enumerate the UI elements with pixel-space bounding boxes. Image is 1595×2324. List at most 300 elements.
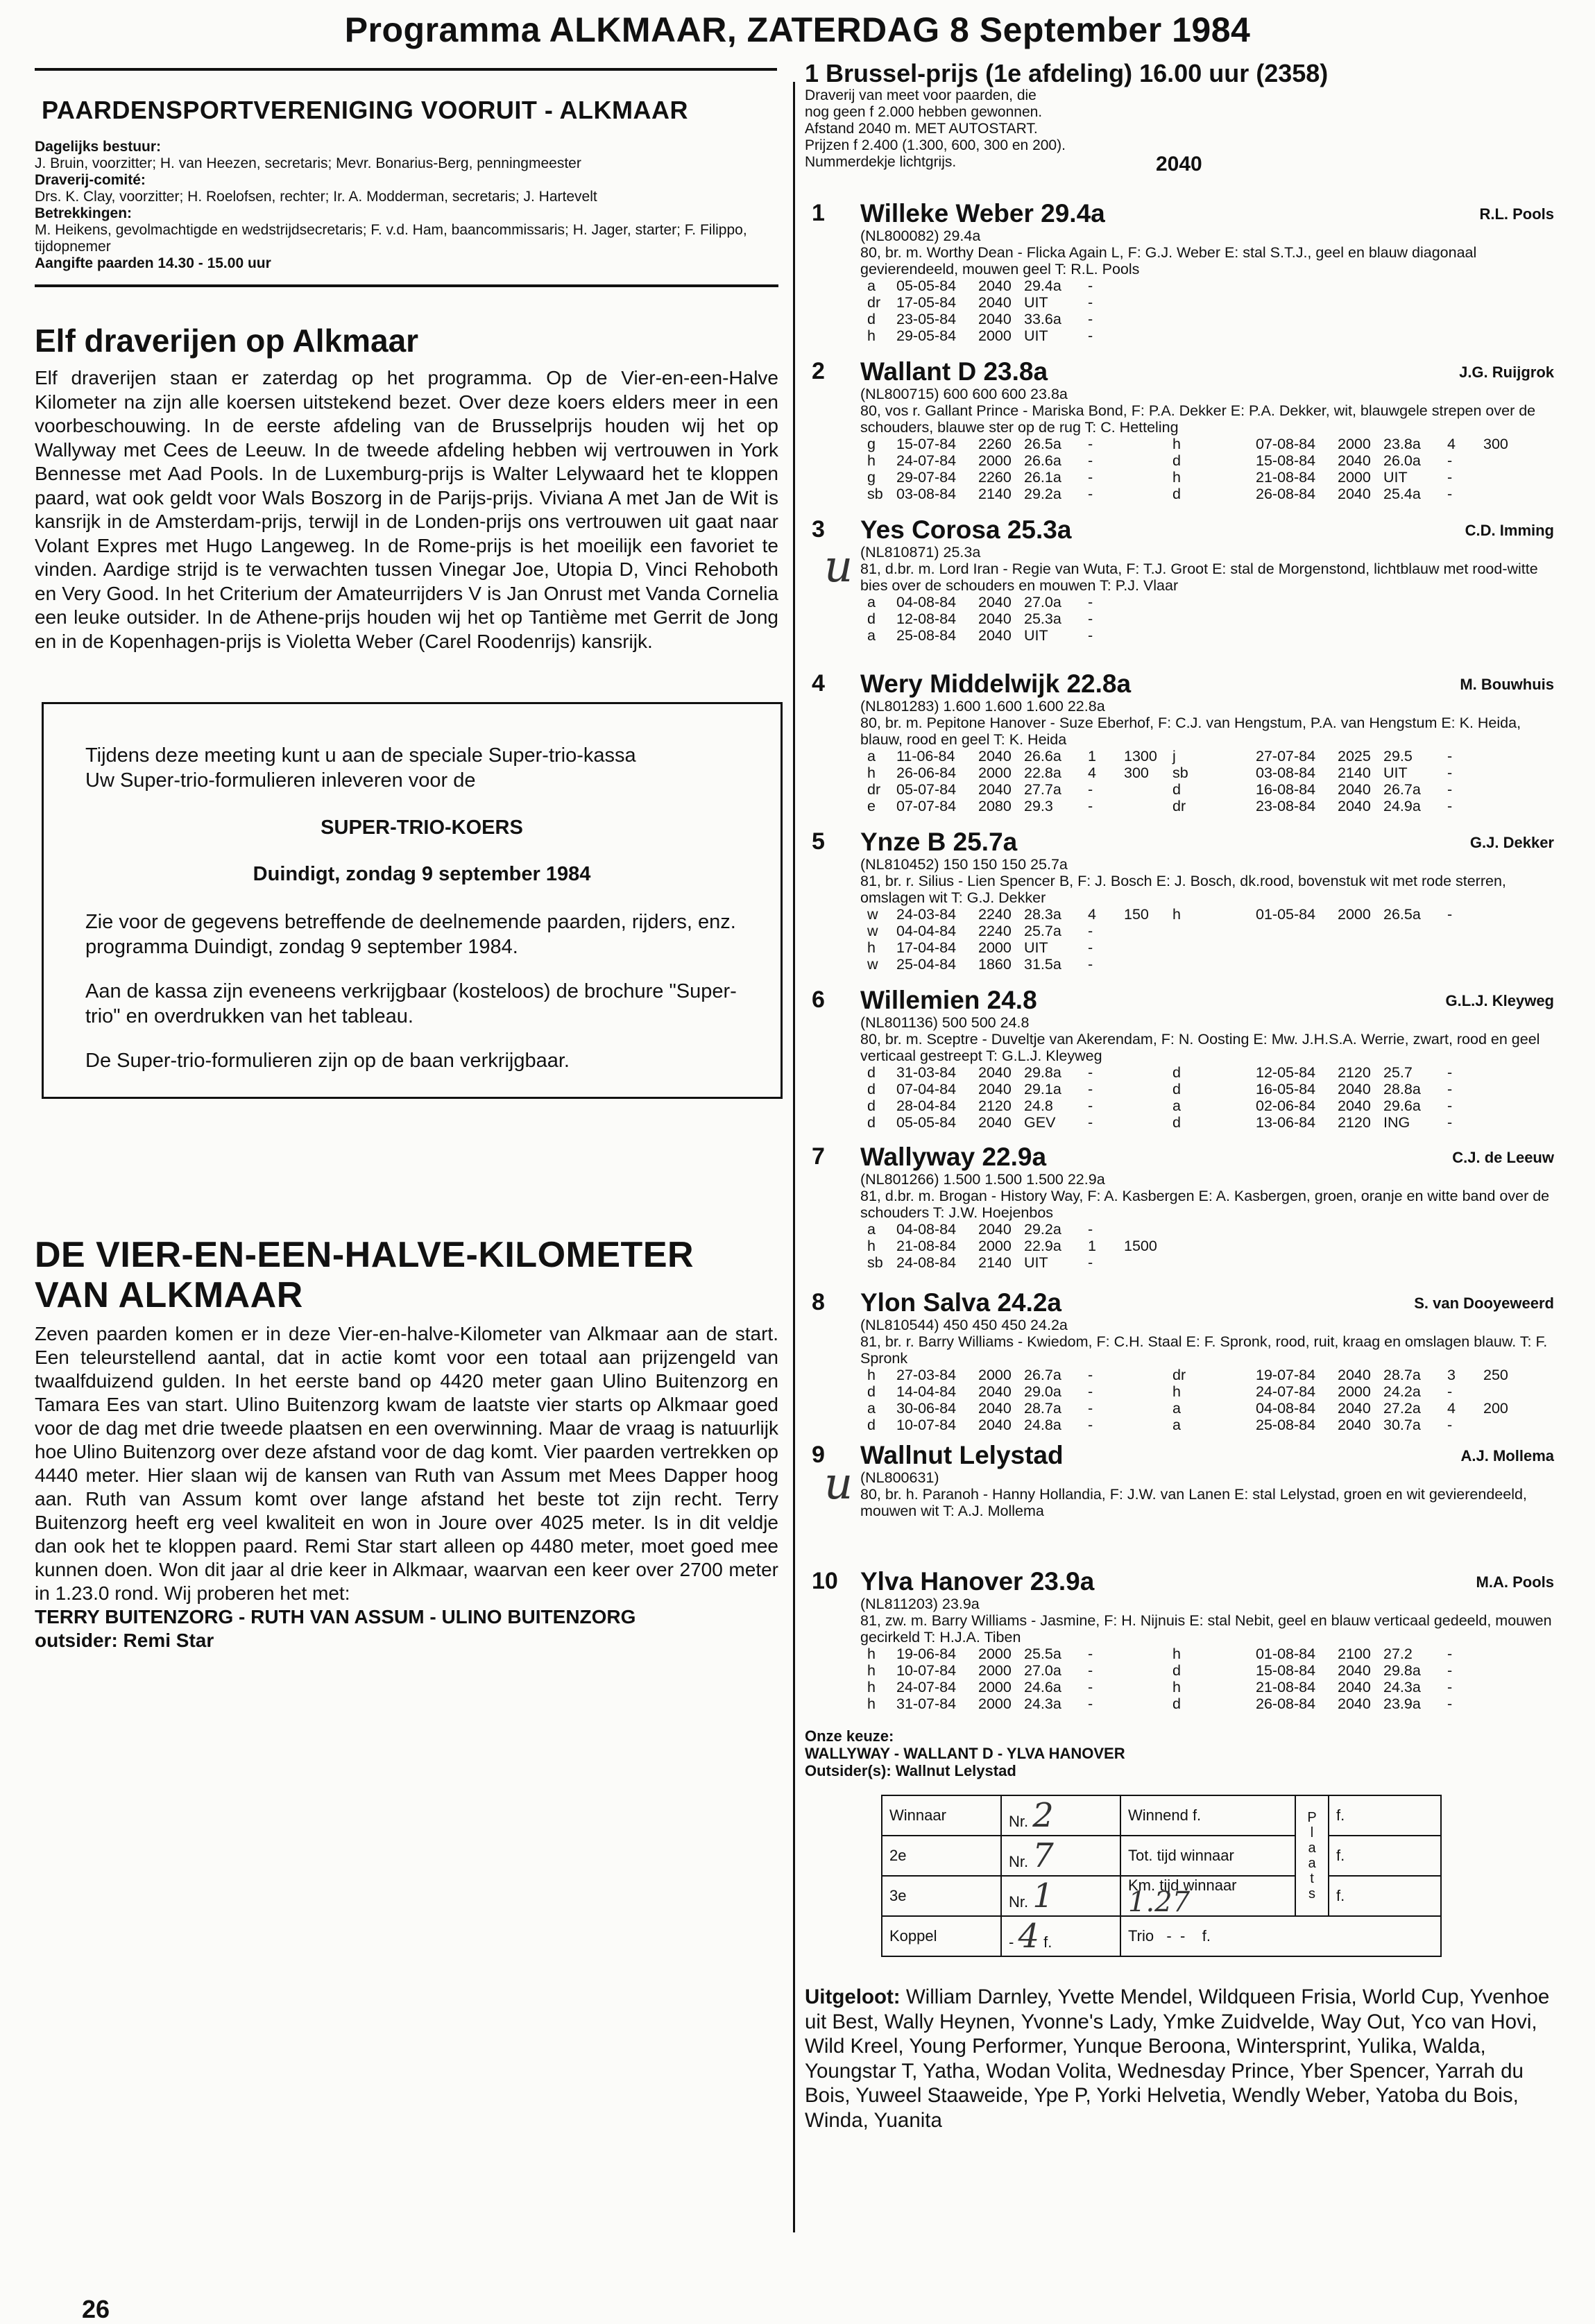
horse-past-runs	[867, 1221, 1561, 1271]
run-cell	[1256, 610, 1338, 627]
run-cell: d	[1172, 1064, 1181, 1081]
run-cell: 29.5	[1383, 748, 1413, 764]
run-cell: h	[867, 1646, 876, 1662]
run-cell: 25-08-84	[1256, 1417, 1316, 1433]
run-cell	[1256, 594, 1338, 610]
run-cell	[1124, 594, 1172, 610]
onze-keuze	[805, 1727, 1561, 1779]
run-cell	[1383, 627, 1447, 644]
run-cell: d	[867, 610, 876, 627]
race-condition-3: Afstand 2040 m. MET AUTOSTART.	[805, 121, 1038, 137]
run-cell	[1483, 452, 1532, 469]
run-cell: a	[867, 748, 876, 764]
plaats-f-2[interactable]: f.	[1329, 1836, 1441, 1876]
horse-number: 10	[812, 1568, 838, 1594]
run-cell: -	[1088, 1367, 1093, 1383]
run-cell	[1172, 627, 1256, 644]
run-cell: 26.6a	[1024, 748, 1061, 764]
run-cell	[1483, 764, 1532, 781]
run-cell: 1	[1088, 1238, 1096, 1254]
run-cell: 2040	[978, 1064, 1012, 1081]
run-cell: 27-07-84	[1256, 748, 1316, 764]
run-cell	[1383, 294, 1447, 311]
run-cell	[1256, 923, 1338, 939]
run-cell	[1172, 311, 1256, 327]
run-cell: -	[1447, 764, 1453, 781]
run-cell	[1124, 486, 1172, 502]
run-cell: 2000	[978, 1695, 1012, 1712]
run-cell	[1124, 1400, 1172, 1417]
keuze-outsider: Outsider(s): Wallnut Lelystad	[805, 1762, 1016, 1779]
run-cell: -	[1447, 1064, 1453, 1081]
horse-driver: M.A. Pools	[1476, 1573, 1554, 1591]
run-cell	[1256, 1254, 1338, 1271]
horse-entry	[805, 1568, 1561, 1712]
run-cell	[1124, 1081, 1172, 1097]
run-cell: 2040	[978, 311, 1012, 327]
horse-past-runs	[867, 1064, 1561, 1131]
run-cell: d	[1172, 1114, 1181, 1131]
run-cell	[1124, 1221, 1172, 1238]
run-cell: d	[1172, 1081, 1181, 1097]
run-cell: 01-08-84	[1256, 1646, 1316, 1662]
run-cell: 29.3	[1024, 798, 1053, 814]
plaats-f-1[interactable]: f.	[1329, 1795, 1441, 1836]
dash: -	[1009, 1933, 1014, 1951]
run-cell: UIT	[1024, 627, 1048, 644]
run-cell: 21-08-84	[1256, 1679, 1316, 1695]
run-cell	[1256, 311, 1338, 327]
result-trio[interactable]	[1120, 1916, 1441, 1956]
run-cell: -	[1088, 294, 1093, 311]
run-cell: 26-08-84	[1256, 1695, 1316, 1712]
bestuur-text: J. Bruin, voorzitter; H. van Heezen, secretaris; Mevr. Bonarius-Berg, penningmeester	[35, 155, 581, 171]
run-cell: 2260	[978, 469, 1012, 486]
run-cell	[1447, 277, 1483, 294]
run-cell: -	[1447, 486, 1453, 502]
run-cell: 1860	[978, 956, 1012, 973]
run-cell: -	[1088, 1400, 1093, 1417]
km-tijd-label: Km. tijd winnaar	[1128, 1877, 1237, 1894]
run-cell: dr	[1172, 1367, 1186, 1383]
run-cell	[1124, 781, 1172, 798]
nr-label: Nr.	[1009, 1853, 1029, 1870]
run-cell: 24.3a	[1383, 1679, 1421, 1695]
run-cell	[1172, 610, 1256, 627]
run-cell	[1172, 923, 1256, 939]
right-column	[805, 60, 1561, 2133]
horse-entry	[805, 516, 1561, 644]
plaats-f-3[interactable]: f.	[1329, 1876, 1441, 1916]
run-cell: 2140	[978, 1254, 1012, 1271]
run-cell: 2000	[978, 1646, 1012, 1662]
run-cell: -	[1447, 1695, 1453, 1712]
run-cell	[1172, 956, 1256, 973]
run-cell	[1483, 327, 1532, 344]
run-cell: 2120	[978, 1097, 1012, 1114]
horse-driver: C.J. de Leeuw	[1452, 1149, 1554, 1166]
result-tot-tijd[interactable]: Tot. tijd winnaar	[1120, 1836, 1295, 1876]
run-cell: -	[1447, 781, 1453, 798]
run-cell: sb	[867, 486, 883, 502]
run-cell	[1124, 294, 1172, 311]
keuze-pick: WALLYWAY - WALLANT D - YLVA HANOVER	[805, 1745, 1125, 1762]
article2-body: Zeven paarden komen er in deze Vier-en-halve-Kilometer van Alkmaar aan de start. Een teleurstellend aantal, dat in actie komt voor een totaal aan prijzengeld van twaalfduizend gulden. In het eerste band op 4420 meter gaan Ulino Buitenzorg en Tamara Ees van start. Ulino Buitenzorg kwam de laatste vier starts op Alkmaar goed voor de dag met drie tweede plaatsen en een overwinning. Maar de vraag is natuurlijk hoe Ulino Buitenzorg over deze afstand voor de dag komt. Vier paarden vertrekken op 4440 meter. Hier slaan wij de kansen van Ruth van Assum met Mees Dapper hoog aan. Ruth van Assum komt over lange afstand het beste tot zijn recht. Terry Buitenzorg heeft erg veel kwaliteit en won in Joure over 4025 meter. Is in dit veldje dan ook het te kloppen paard. Remi Star start alleen op 4480 meter, moet goed mee kunnen doen. Won dit jaar al drie keer in Alkmaar, waarvan een keer over 2700 meter in 1.23.0 rond. Wij proberen het met:	[35, 1323, 778, 1604]
run-cell: 26.5a	[1383, 906, 1421, 923]
run-cell: 2040	[978, 610, 1012, 627]
run-cell: -	[1447, 1662, 1453, 1679]
run-cell: 07-04-84	[896, 1081, 957, 1097]
super-trio-title: SUPER-TRIO-KOERS	[321, 817, 523, 839]
run-cell: 2000	[978, 1367, 1012, 1383]
horse-past-runs	[867, 277, 1561, 344]
run-cell	[1124, 436, 1172, 452]
run-cell: sb	[1172, 764, 1188, 781]
run-cell: 2000	[978, 764, 1012, 781]
horse-number: 8	[812, 1289, 825, 1315]
run-cell: -	[1088, 436, 1093, 452]
horse-entry	[805, 358, 1561, 502]
result-winnend[interactable]: Winnend f.	[1120, 1795, 1295, 1836]
run-cell: 24.8	[1024, 1097, 1053, 1114]
run-cell: 2040	[1338, 798, 1371, 814]
run-cell: w	[867, 956, 878, 973]
run-cell	[1172, 1238, 1256, 1254]
run-cell: 24-03-84	[896, 906, 957, 923]
run-cell	[1483, 1695, 1532, 1712]
run-cell	[1447, 327, 1483, 344]
run-cell: -	[1447, 798, 1453, 814]
run-cell: 2000	[978, 1679, 1012, 1695]
run-cell: d	[1172, 486, 1181, 502]
run-cell	[1483, 594, 1532, 610]
run-cell: 26.1a	[1024, 469, 1061, 486]
run-cell: 03-08-84	[1256, 764, 1316, 781]
f-label: f.	[1043, 1933, 1052, 1951]
run-cell	[1256, 327, 1338, 344]
run-cell: a	[1172, 1097, 1181, 1114]
run-cell: d	[867, 1383, 876, 1400]
run-cell	[1447, 956, 1483, 973]
run-cell: -	[1088, 923, 1093, 939]
run-cell: -	[1088, 1383, 1093, 1400]
run-cell	[1256, 1221, 1338, 1238]
run-cell: 2000	[978, 1238, 1012, 1254]
run-cell: 21-08-84	[1256, 469, 1316, 486]
run-cell	[1383, 311, 1447, 327]
run-cell	[1172, 294, 1256, 311]
run-cell	[1256, 956, 1338, 973]
run-cell: 4	[1088, 906, 1096, 923]
plaats-letter: a	[1308, 1856, 1316, 1871]
run-cell: 2040	[1338, 1679, 1371, 1695]
run-cell	[1338, 610, 1383, 627]
run-cell	[1483, 906, 1532, 923]
page-title: Programma ALKMAAR, ZATERDAG 8 September 1984	[344, 10, 1251, 49]
handwritten-koppel: 4	[1018, 1917, 1039, 1956]
run-cell: 29-07-84	[896, 469, 957, 486]
run-cell	[1124, 1679, 1172, 1695]
run-cell: 24-07-84	[1256, 1383, 1316, 1400]
handwritten-mark-u: u	[824, 541, 853, 592]
run-cell: -	[1088, 1221, 1093, 1238]
run-cell	[1338, 277, 1383, 294]
run-cell	[1172, 594, 1256, 610]
run-cell: dr	[867, 294, 881, 311]
run-cell	[1383, 594, 1447, 610]
result-nr-2[interactable]	[1001, 1836, 1120, 1876]
horse-entry	[805, 200, 1561, 344]
run-cell	[1483, 1238, 1532, 1254]
run-cell	[1124, 798, 1172, 814]
run-cell: 2000	[978, 452, 1012, 469]
run-cell: -	[1088, 610, 1093, 627]
horse-entry	[805, 828, 1561, 973]
race-condition-2: nog geen f 2.000 hebben gewonnen.	[805, 104, 1043, 120]
run-cell: -	[1447, 748, 1453, 764]
horse-name: Ynze B 25.7a	[860, 828, 1018, 856]
run-cell: h	[867, 1695, 876, 1712]
run-cell: 30-06-84	[896, 1400, 957, 1417]
run-cell	[1383, 610, 1447, 627]
run-cell: 02-06-84	[1256, 1097, 1316, 1114]
run-cell	[1338, 327, 1383, 344]
super-trio-line1: Tijdens deze meeting kunt u aan de speciale Super-trio-kassa	[85, 744, 636, 767]
run-cell: 1300	[1124, 748, 1157, 764]
run-cell: 2040	[978, 1417, 1012, 1433]
run-cell	[1483, 1114, 1532, 1131]
run-cell: h	[867, 1367, 876, 1383]
run-cell: -	[1447, 1679, 1453, 1695]
horse-driver: R.L. Pools	[1479, 205, 1554, 223]
horse-past-runs	[867, 436, 1561, 502]
run-cell	[1124, 627, 1172, 644]
run-cell	[1124, 1254, 1172, 1271]
dash: -	[1166, 1927, 1172, 1945]
run-cell: 15-07-84	[896, 436, 957, 452]
run-cell: 2040	[978, 627, 1012, 644]
run-cell: -	[1088, 1064, 1093, 1081]
result-nr-3[interactable]	[1001, 1876, 1120, 1916]
run-cell: 27.7a	[1024, 781, 1061, 798]
run-cell: 15-08-84	[1256, 452, 1316, 469]
run-cell: 21-08-84	[896, 1238, 957, 1254]
plaats-letter: t	[1310, 1871, 1314, 1886]
handwritten-mark-u: u	[824, 1458, 853, 1510]
run-cell: a	[867, 594, 876, 610]
run-cell: h	[1172, 906, 1181, 923]
result-winnaar-label: Winnaar	[882, 1795, 1001, 1836]
horse-number: 4	[812, 670, 825, 697]
handwritten-km-time: 1.27	[1128, 1886, 1191, 1918]
horse-name: Ylon Salva 24.2a	[860, 1288, 1062, 1317]
run-cell	[1124, 1097, 1172, 1114]
run-cell: 2025	[1338, 748, 1371, 764]
horse-past-runs	[867, 594, 1561, 644]
horse-description: 81, br. r. Silius - Lien Spencer B, F: J. Bosch E: J. Bosch, dk.rood, bovenstuk wit met rode sterren, omslagen wit T: G.J. Dekker	[860, 873, 1506, 906]
run-cell: d	[867, 1081, 876, 1097]
run-cell: 2080	[978, 798, 1012, 814]
run-cell: 28.7a	[1383, 1367, 1421, 1383]
run-cell: 26.5a	[1024, 436, 1061, 452]
run-cell: 24.9a	[1383, 798, 1421, 814]
handwritten-third: 1	[1032, 1877, 1054, 1915]
run-cell: 2040	[1338, 1081, 1371, 1097]
run-cell: -	[1088, 327, 1093, 344]
horse-name: Wallyway 22.9a	[860, 1143, 1047, 1171]
uitgeloot-text: William Darnley, Yvette Mendel, Wildqueen Frisia, World Cup, Yvenhoe uit Best, Wally Heynen, Yvonne's Lady, Ymke Zuidvelde, Way Out, Yco van Hovi, Wild Kreel, Young Performer, Yunque Beroona, Wintersprint, Yulika, Walda, Youngstar T, Yatha, Wodan Volita, Wednesday Prince, Yber Spencer, Yarrah du Bois, Yuweel Staaweide, Ype P, Yorki Helvetia, Wendly Weber, Yatoba du Bois, Winda, Yuanita	[805, 1985, 1550, 2132]
run-cell	[1483, 1662, 1532, 1679]
run-cell: 24-07-84	[896, 1679, 957, 1695]
result-km-tijd[interactable]	[1120, 1876, 1295, 1916]
run-cell	[1483, 781, 1532, 798]
run-cell: 2040	[1338, 1662, 1371, 1679]
run-cell: a	[867, 1400, 876, 1417]
run-cell: 05-05-84	[896, 277, 957, 294]
run-cell	[1383, 1254, 1447, 1271]
run-cell	[1447, 594, 1483, 610]
article2-heading-line1: DE VIER-EN-EEN-HALVE-KILOMETER	[35, 1235, 694, 1275]
run-cell: d	[867, 1417, 876, 1433]
run-cell	[1338, 939, 1383, 956]
horse-number: 1	[812, 200, 825, 226]
run-cell	[1483, 311, 1532, 327]
horse-description: 80, br. m. Sceptre - Duveltje van Akerendam, F: N. Oosting E: Mw. J.H.S.A. Werrie, zwart, rood en geel verticaal gestreept T: G.L.J. Kleyweg	[860, 1031, 1540, 1064]
handwritten-second: 7	[1032, 1836, 1054, 1875]
run-cell: 25.7a	[1024, 923, 1061, 939]
run-cell: 2100	[1338, 1646, 1371, 1662]
run-cell	[1447, 311, 1483, 327]
run-cell: 27.0a	[1024, 594, 1061, 610]
result-nr-1[interactable]	[1001, 1795, 1120, 1836]
run-cell: 04-08-84	[896, 594, 957, 610]
run-cell	[1124, 469, 1172, 486]
run-cell: g	[867, 436, 876, 452]
run-cell: 2000	[978, 1662, 1012, 1679]
super-trio-line2: Uw Super-trio-formulieren inleveren voor de	[85, 769, 476, 792]
article2-heading-line2: VAN ALKMAAR	[35, 1275, 303, 1315]
horse-registration: (NL810544) 450 450 450 24.2a	[860, 1317, 1068, 1333]
run-cell: h	[1172, 436, 1181, 452]
run-cell	[1383, 277, 1447, 294]
betrekkingen-text: M. Heikens, gevolmachtigde en wedstrijdsecretaris; F. v.d. Ham, baancommissaris; H. Jager, starter; F. Filippo, tijdopnemer	[35, 222, 747, 255]
plaats-letter: l	[1310, 1825, 1314, 1840]
horse-description: 80, br. m. Pepitone Hanover - Suze Eberhof, F: C.J. van Hengstum, P.A. van Hengstum E: K. Heida, blauw, rood en geel T: K. Heida	[860, 715, 1521, 748]
run-cell	[1124, 1662, 1172, 1679]
horse-description: 80, br. h. Paranoh - Hanny Hollandia, F: J.W. van Lanen E: stal Lelystad, groen en wit gevierendeeld, mouwen wit T: A.J. Mollema	[860, 1486, 1527, 1519]
run-cell: 2000	[978, 327, 1012, 344]
run-cell: -	[1447, 1646, 1453, 1662]
run-cell: 2120	[1338, 1064, 1371, 1081]
run-cell	[1124, 1383, 1172, 1400]
run-cell: -	[1447, 906, 1453, 923]
run-cell: -	[1088, 939, 1093, 956]
run-cell: 2000	[1338, 436, 1371, 452]
run-cell	[1483, 610, 1532, 627]
run-cell: d	[1172, 452, 1181, 469]
aangifte-text: Aangifte paarden 14.30 - 15.00 uur	[35, 255, 271, 271]
horse-driver: G.L.J. Kleyweg	[1445, 992, 1554, 1009]
run-cell: j	[1172, 748, 1176, 764]
run-cell	[1124, 1064, 1172, 1081]
run-cell: d	[1172, 781, 1181, 798]
run-cell: -	[1447, 1383, 1453, 1400]
run-cell: 26.7a	[1383, 781, 1421, 798]
run-cell: 2240	[978, 906, 1012, 923]
left-column	[35, 71, 778, 1652]
run-cell: 24-07-84	[896, 452, 957, 469]
run-cell: -	[1088, 1646, 1093, 1662]
run-cell: 2240	[978, 923, 1012, 939]
horse-entry	[805, 1442, 1561, 1519]
run-cell: h	[867, 327, 876, 344]
horse-entry	[805, 1289, 1561, 1433]
run-cell	[1172, 939, 1256, 956]
run-cell: -	[1088, 311, 1093, 327]
handwritten-winner: 2	[1032, 1796, 1054, 1835]
plaats-letter: P	[1307, 1810, 1317, 1825]
run-cell: 04-08-84	[1256, 1400, 1316, 1417]
horse-number: 9	[812, 1442, 825, 1468]
race-condition-1: Draverij van meet voor paarden, die	[805, 87, 1037, 103]
run-cell: 29-05-84	[896, 327, 957, 344]
run-cell: 07-08-84	[1256, 436, 1316, 452]
f-label: f.	[1202, 1927, 1211, 1945]
run-cell	[1124, 277, 1172, 294]
run-cell: 29.8a	[1024, 1064, 1061, 1081]
race-title: 1 Brussel-prijs (1e afdeling) 16.00 uur (2358)	[805, 59, 1329, 87]
result-form	[881, 1795, 1442, 1957]
run-cell: w	[867, 923, 878, 939]
run-cell: d	[867, 1064, 876, 1081]
run-cell: 26.0a	[1383, 452, 1421, 469]
result-koppel-value[interactable]	[1001, 1916, 1120, 1956]
run-cell: 2040	[1338, 781, 1371, 798]
run-cell: 14-04-84	[896, 1383, 957, 1400]
run-cell: d	[867, 311, 876, 327]
run-cell	[1124, 1417, 1172, 1433]
run-cell: 10-07-84	[896, 1417, 957, 1433]
run-cell: 16-08-84	[1256, 781, 1316, 798]
run-cell: -	[1088, 1254, 1093, 1271]
run-cell: UIT	[1024, 327, 1048, 344]
run-cell: -	[1088, 781, 1093, 798]
run-cell: 24.3a	[1024, 1695, 1061, 1712]
run-cell: 300	[1483, 436, 1508, 452]
run-cell: 24.8a	[1024, 1417, 1061, 1433]
run-cell: d	[867, 1114, 876, 1131]
run-cell	[1483, 469, 1532, 486]
run-cell	[1483, 1221, 1532, 1238]
run-cell	[1172, 1221, 1256, 1238]
run-cell: d	[867, 1097, 876, 1114]
run-cell	[1483, 1417, 1532, 1433]
run-cell: UIT	[1383, 764, 1408, 781]
run-cell	[1338, 1221, 1383, 1238]
horse-description: 81, d.br. m. Brogan - History Way, F: A. Kasbergen E: A. Kasbergen, groen, oranje en witte band over de schouders T: J.W. Hoejenbos	[860, 1188, 1550, 1221]
run-cell	[1383, 1238, 1447, 1254]
super-trio-p3: De Super-trio-formulieren zijn op de baan verkrijgbaar.	[85, 1050, 570, 1072]
horse-entry	[805, 670, 1561, 814]
run-cell: h	[867, 764, 876, 781]
run-cell	[1124, 311, 1172, 327]
run-cell	[1124, 939, 1172, 956]
run-cell: a	[1172, 1417, 1181, 1433]
horse-driver: M. Bouwhuis	[1460, 676, 1554, 693]
run-cell: 2140	[978, 486, 1012, 502]
run-cell: -	[1447, 452, 1453, 469]
run-cell: 4	[1447, 436, 1456, 452]
